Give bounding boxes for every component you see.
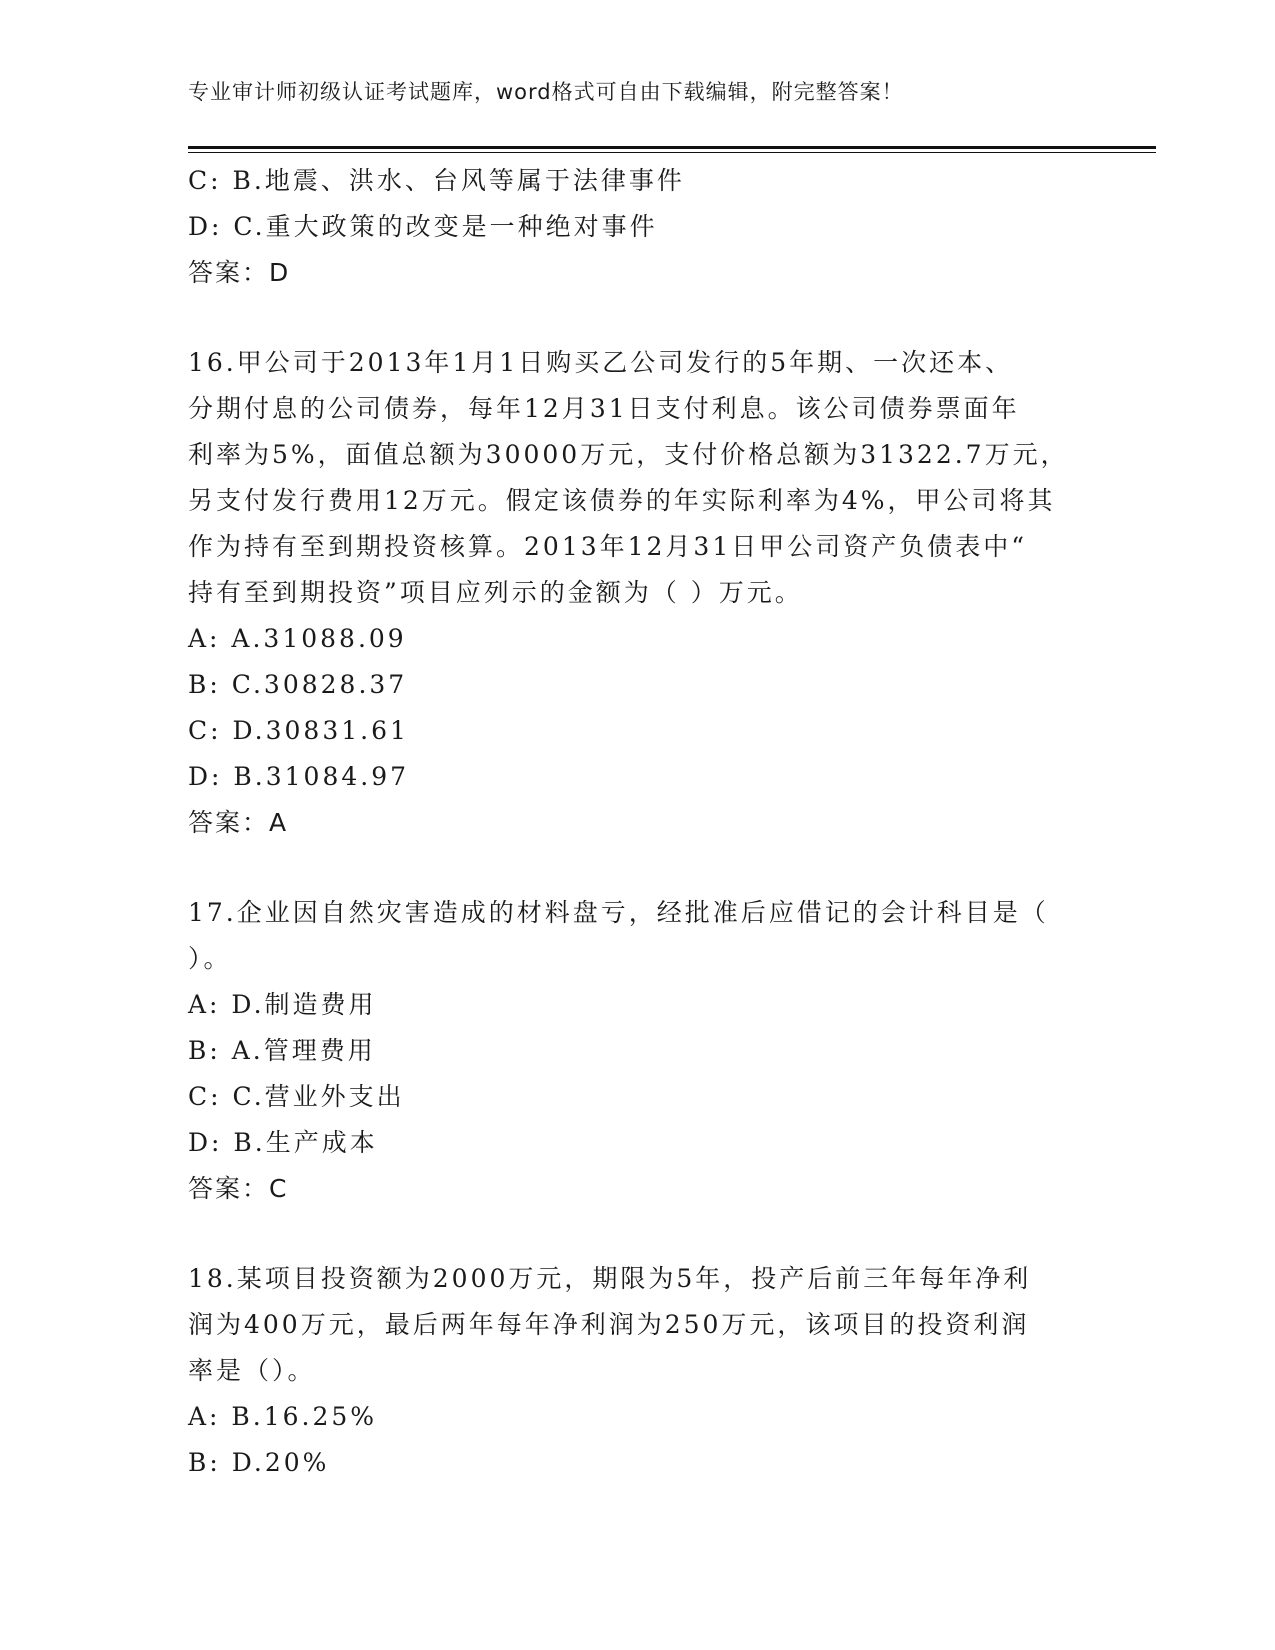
answer-line: 答案：C: [188, 1174, 289, 1203]
option-line: A: A.31088.09: [188, 624, 407, 653]
question-text-line: 16.甲公司于2013年1月1日购买乙公司发行的5年期、一次还本、: [188, 348, 1014, 377]
option-line: C: C.营业外支出: [188, 1082, 405, 1111]
question-text-line: 分期付息的公司债券，每年12月31日支付利息。该公司债券票面年: [188, 394, 1020, 423]
option-line: D: B.31084.97: [188, 762, 410, 791]
spacer: [188, 296, 1088, 340]
option-line: A: B.16.25%: [188, 1402, 378, 1431]
answer-line: 答案：D: [188, 258, 291, 287]
document-body: [188, 158, 1088, 1486]
header-rule-thin: [188, 152, 1156, 153]
page-header: 专业审计师初级认证考试题库，word格式可自由下载编辑，附完整答案！: [188, 80, 904, 104]
option-line: B: C.30828.37: [188, 670, 408, 699]
answer-line: 答案：A: [188, 808, 289, 837]
option-line: B: A.管理费用: [188, 1036, 376, 1065]
question-text-line: ）。: [188, 944, 232, 973]
option-line: B: D.20%: [188, 1448, 330, 1477]
question-text-line: 持有至到期投资”项目应列示的金额为（ ）万元。: [188, 578, 803, 607]
question-text-line: 润为400万元，最后两年每年净利润为250万元，该项目的投资利润: [188, 1310, 1030, 1339]
option-line: D: B.生产成本: [188, 1128, 378, 1157]
question-text-line: 18.某项目投资额为2000万元，期限为5年，投产后前三年每年净利: [188, 1264, 1032, 1293]
option-line: A: D.制造费用: [188, 990, 377, 1019]
question-text-line: 利率为5%，面值总额为30000万元，支付价格总额为31322.7万元，: [188, 440, 1069, 469]
option-line: C: B.地震、洪水、台风等属于法律事件: [188, 166, 685, 195]
question-text-line: 另支付发行费用12万元。假定该债券的年实际利率为4%，甲公司将其: [188, 486, 1056, 515]
option-line: D: C.重大政策的改变是一种绝对事件: [188, 212, 658, 241]
question-text-line: 率是（）。: [188, 1356, 316, 1385]
spacer: [188, 846, 1088, 890]
option-line: C: D.30831.61: [188, 716, 409, 745]
question-text-line: 17.企业因自然灾害造成的材料盘亏，经批准后应借记的会计科目是（: [188, 898, 1049, 927]
spacer: [188, 1212, 1088, 1256]
question-text-line: 作为持有至到期投资核算。2013年12月31日甲公司资产负债表中“: [188, 532, 1028, 561]
header-rule-thick: [188, 146, 1156, 149]
